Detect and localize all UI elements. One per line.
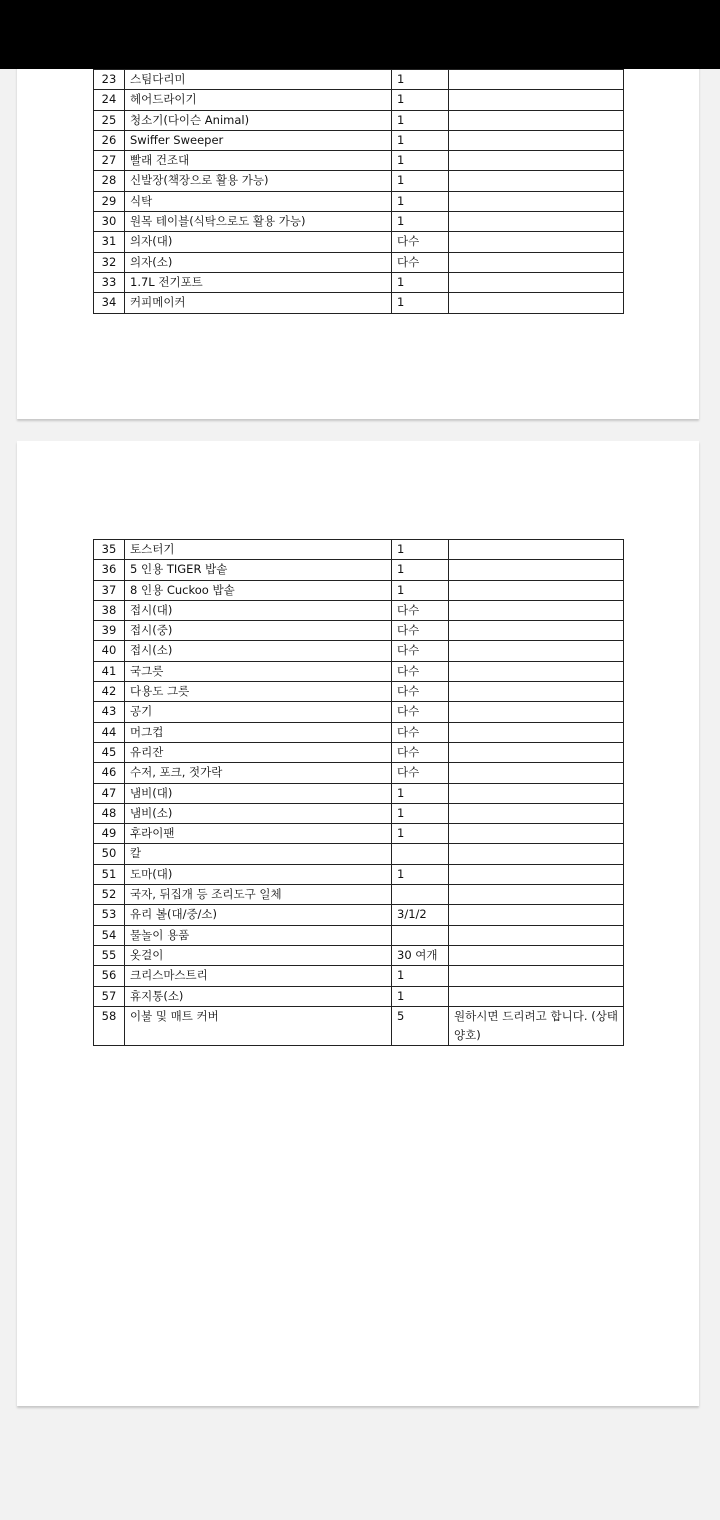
table-row — [94, 925, 624, 945]
item-quantity-cell — [392, 925, 449, 945]
item-number-cell: 36 — [94, 560, 125, 580]
item-note-cell — [449, 621, 624, 641]
item-quantity-cell: 30 여개 — [392, 945, 449, 965]
item-number-cell: 48 — [94, 803, 125, 823]
item-number-cell: 44 — [94, 722, 125, 742]
table-row — [94, 600, 624, 620]
table-row — [94, 272, 624, 292]
table-row — [94, 966, 624, 986]
item-number-cell: 52 — [94, 885, 125, 905]
item-note-cell — [449, 130, 624, 150]
item-number-cell: 40 — [94, 641, 125, 661]
item-number-cell: 50 — [94, 844, 125, 864]
item-name-cell: 이불 및 매트 커버 — [125, 1006, 392, 1045]
table-row — [94, 171, 624, 191]
item-note-cell — [449, 272, 624, 292]
item-note-cell — [449, 540, 624, 560]
item-quantity-cell: 다수 — [392, 641, 449, 661]
table-row — [94, 824, 624, 844]
table-row — [94, 191, 624, 211]
item-note-cell — [449, 212, 624, 232]
table-row — [94, 252, 624, 272]
item-quantity-cell: 다수 — [392, 702, 449, 722]
item-quantity-cell — [392, 885, 449, 905]
item-number-cell: 37 — [94, 580, 125, 600]
table-row — [94, 560, 624, 580]
table-row — [94, 641, 624, 661]
item-name-cell: 5 인용 TIGER 밥솥 — [125, 560, 392, 580]
item-quantity-cell: 1 — [392, 966, 449, 986]
item-number-cell: 55 — [94, 945, 125, 965]
item-name-cell: 수저, 포크, 젓가락 — [125, 763, 392, 783]
item-name-cell: 냄비(소) — [125, 803, 392, 823]
item-quantity-cell: 다수 — [392, 232, 449, 252]
item-name-cell: 물놀이 용품 — [125, 925, 392, 945]
item-quantity-cell: 1 — [392, 824, 449, 844]
item-quantity-cell: 다수 — [392, 722, 449, 742]
item-note-cell — [449, 151, 624, 171]
table-row — [94, 1006, 624, 1045]
item-quantity-cell: 1 — [392, 540, 449, 560]
table-row — [94, 70, 624, 90]
table-row — [94, 905, 624, 925]
item-note-cell — [449, 986, 624, 1006]
item-note-cell — [449, 110, 624, 130]
item-note-cell — [449, 560, 624, 580]
table-row — [94, 293, 624, 313]
item-note-cell — [449, 682, 624, 702]
item-note-cell — [449, 945, 624, 965]
item-name-cell: Swiffer Sweeper — [125, 130, 392, 150]
item-note-cell — [449, 803, 624, 823]
item-note-cell — [449, 232, 624, 252]
item-name-cell: 커피메이커 — [125, 293, 392, 313]
item-number-cell: 47 — [94, 783, 125, 803]
item-quantity-cell: 1 — [392, 110, 449, 130]
item-name-cell: 도마(대) — [125, 864, 392, 884]
item-number-cell: 32 — [94, 252, 125, 272]
item-quantity-cell: 1 — [392, 986, 449, 1006]
item-number-cell: 51 — [94, 864, 125, 884]
item-quantity-cell: 1 — [392, 864, 449, 884]
table-row — [94, 986, 624, 1006]
table-row — [94, 682, 624, 702]
item-quantity-cell: 1 — [392, 580, 449, 600]
table-row — [94, 844, 624, 864]
item-quantity-cell: 3/1/2 — [392, 905, 449, 925]
item-name-cell: 칼 — [125, 844, 392, 864]
table-row — [94, 232, 624, 252]
item-quantity-cell: 다수 — [392, 600, 449, 620]
item-note-cell — [449, 885, 624, 905]
item-number-cell: 41 — [94, 661, 125, 681]
item-quantity-cell: 1 — [392, 783, 449, 803]
table-row — [94, 621, 624, 641]
item-quantity-cell: 1 — [392, 803, 449, 823]
item-quantity-cell: 1 — [392, 212, 449, 232]
item-note-cell: 원하시면 드리려고 합니다. (상태 양호) — [449, 1006, 624, 1045]
item-quantity-cell: 다수 — [392, 661, 449, 681]
item-name-cell: 유리 볼(대/중/소) — [125, 905, 392, 925]
item-name-cell: 빨래 건조대 — [125, 151, 392, 171]
item-name-cell: 접시(대) — [125, 600, 392, 620]
item-note-cell — [449, 580, 624, 600]
item-number-cell: 29 — [94, 191, 125, 211]
item-note-cell — [449, 191, 624, 211]
status-bar — [0, 0, 720, 69]
item-number-cell: 24 — [94, 90, 125, 110]
table-row — [94, 702, 624, 722]
item-name-cell: 원목 테이블(식탁으로도 활용 가능) — [125, 212, 392, 232]
item-name-cell: 유리잔 — [125, 742, 392, 762]
item-number-cell: 56 — [94, 966, 125, 986]
item-name-cell: 헤어드라이기 — [125, 90, 392, 110]
item-name-cell: 머그컵 — [125, 722, 392, 742]
item-number-cell: 34 — [94, 293, 125, 313]
item-note-cell — [449, 70, 624, 90]
item-quantity-cell: 1 — [392, 70, 449, 90]
table-row — [94, 885, 624, 905]
item-quantity-cell: 다수 — [392, 682, 449, 702]
item-name-cell: 휴지통(소) — [125, 986, 392, 1006]
item-name-cell: 접시(소) — [125, 641, 392, 661]
item-quantity-cell: 1 — [392, 90, 449, 110]
item-number-cell: 26 — [94, 130, 125, 150]
item-quantity-cell: 5 — [392, 1006, 449, 1045]
table-row — [94, 151, 624, 171]
table-row — [94, 110, 624, 130]
item-number-cell: 31 — [94, 232, 125, 252]
item-number-cell: 42 — [94, 682, 125, 702]
table-row — [94, 722, 624, 742]
item-note-cell — [449, 702, 624, 722]
item-number-cell: 38 — [94, 600, 125, 620]
table-row — [94, 763, 624, 783]
item-name-cell: 의자(소) — [125, 252, 392, 272]
table-row — [94, 864, 624, 884]
item-quantity-cell — [392, 844, 449, 864]
item-name-cell: 냄비(대) — [125, 783, 392, 803]
table-row — [94, 580, 624, 600]
item-number-cell: 58 — [94, 1006, 125, 1045]
item-quantity-cell: 1 — [392, 130, 449, 150]
item-note-cell — [449, 661, 624, 681]
item-note-cell — [449, 90, 624, 110]
item-note-cell — [449, 722, 624, 742]
item-note-cell — [449, 824, 624, 844]
item-name-cell: 의자(대) — [125, 232, 392, 252]
item-number-cell: 28 — [94, 171, 125, 191]
table-row — [94, 90, 624, 110]
item-quantity-cell: 1 — [392, 272, 449, 292]
item-name-cell: 접시(중) — [125, 621, 392, 641]
item-note-cell — [449, 925, 624, 945]
item-number-cell: 30 — [94, 212, 125, 232]
item-name-cell: 식탁 — [125, 191, 392, 211]
item-number-cell: 49 — [94, 824, 125, 844]
item-number-cell: 45 — [94, 742, 125, 762]
item-note-cell — [449, 966, 624, 986]
document-page-2 — [17, 441, 699, 1406]
table-row — [94, 742, 624, 762]
item-quantity-cell: 1 — [392, 560, 449, 580]
item-note-cell — [449, 171, 624, 191]
item-name-cell: 신발장(책장으로 활용 가능) — [125, 171, 392, 191]
table-row — [94, 212, 624, 232]
item-quantity-cell: 1 — [392, 171, 449, 191]
item-number-cell: 57 — [94, 986, 125, 1006]
table-row — [94, 803, 624, 823]
item-note-cell — [449, 600, 624, 620]
item-number-cell: 33 — [94, 272, 125, 292]
item-name-cell: 스팀다리미 — [125, 70, 392, 90]
table-row — [94, 661, 624, 681]
item-number-cell: 25 — [94, 110, 125, 130]
item-note-cell — [449, 252, 624, 272]
table-row — [94, 783, 624, 803]
item-name-cell: 다용도 그릇 — [125, 682, 392, 702]
item-note-cell — [449, 641, 624, 661]
item-name-cell: 청소기(다이슨 Animal) — [125, 110, 392, 130]
item-note-cell — [449, 763, 624, 783]
table-row — [94, 945, 624, 965]
item-quantity-cell: 다수 — [392, 742, 449, 762]
item-name-cell: 후라이팬 — [125, 824, 392, 844]
item-quantity-cell: 다수 — [392, 763, 449, 783]
item-quantity-cell: 1 — [392, 293, 449, 313]
items-table — [93, 539, 624, 1046]
item-quantity-cell: 다수 — [392, 621, 449, 641]
item-number-cell: 23 — [94, 70, 125, 90]
item-note-cell — [449, 742, 624, 762]
item-number-cell: 39 — [94, 621, 125, 641]
table-row — [94, 540, 624, 560]
item-quantity-cell: 1 — [392, 191, 449, 211]
item-name-cell: 국그릇 — [125, 661, 392, 681]
item-name-cell: 옷걸이 — [125, 945, 392, 965]
item-number-cell: 54 — [94, 925, 125, 945]
item-note-cell — [449, 293, 624, 313]
item-note-cell — [449, 864, 624, 884]
item-note-cell — [449, 783, 624, 803]
items-table-body — [94, 61, 624, 314]
table-row — [94, 130, 624, 150]
item-number-cell: 53 — [94, 905, 125, 925]
items-table — [93, 60, 624, 314]
item-number-cell: 27 — [94, 151, 125, 171]
items-table-body — [94, 540, 624, 1046]
item-quantity-cell: 1 — [392, 151, 449, 171]
item-note-cell — [449, 905, 624, 925]
item-number-cell: 46 — [94, 763, 125, 783]
item-name-cell: 국자, 뒤집개 등 조리도구 일체 — [125, 885, 392, 905]
item-name-cell: 1.7L 전기포트 — [125, 272, 392, 292]
item-name-cell: 공기 — [125, 702, 392, 722]
item-quantity-cell: 다수 — [392, 252, 449, 272]
item-name-cell: 8 인용 Cuckoo 밥솥 — [125, 580, 392, 600]
item-number-cell: 43 — [94, 702, 125, 722]
item-name-cell: 토스터기 — [125, 540, 392, 560]
item-note-cell — [449, 844, 624, 864]
item-number-cell: 35 — [94, 540, 125, 560]
item-name-cell: 크리스마스트리 — [125, 966, 392, 986]
